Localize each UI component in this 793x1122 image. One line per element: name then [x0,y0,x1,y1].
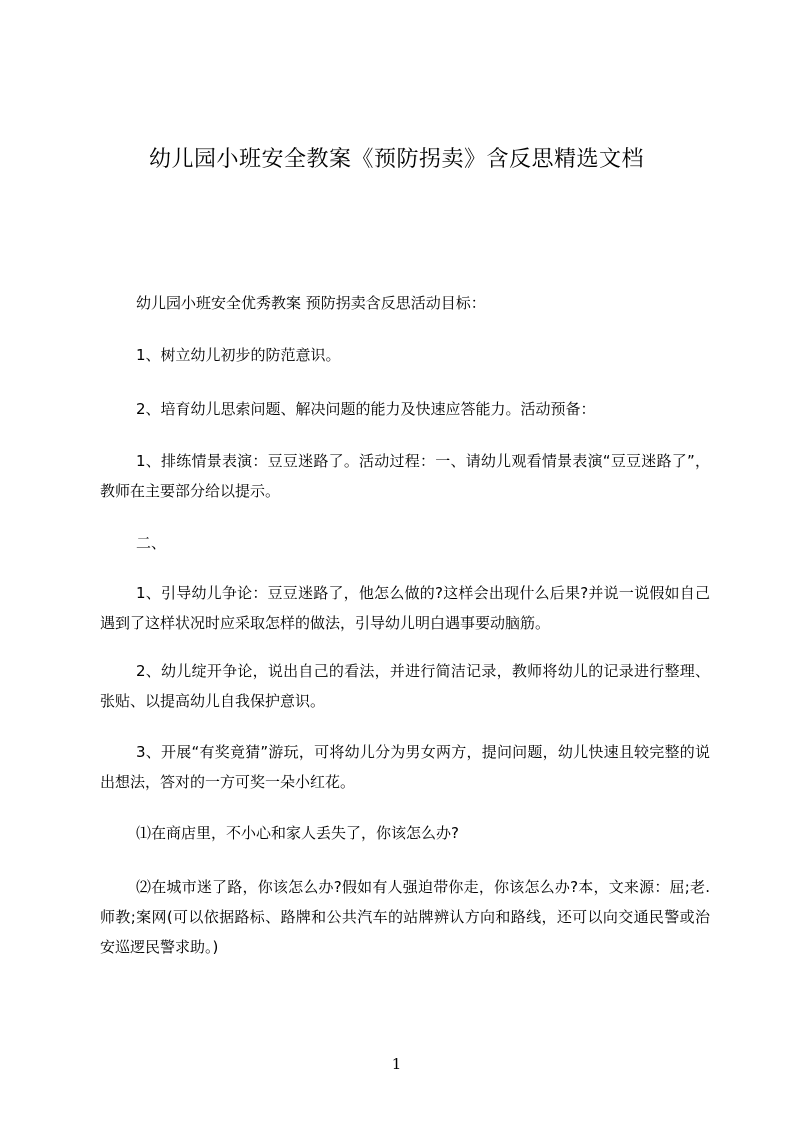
paragraph-goal-2: 2、培育幼儿思索问题、解决问题的能力及快速应答能力。活动预备： [136,400,596,418]
paragraph-step-2: 2、幼儿绽开争论，说出自己的看法，并进行简洁记录，教师将幼儿的记录进行整理、张贴、以提高幼儿自我保护意识。 [100,662,710,710]
paragraph-question-2: ⑵在城市迷了路，你该怎么办?假如有人强迫带你走，你该怎么办?本，文来源：屈;老.师教;案网(可以依据路标、路牌和公共汽车的站牌辨认方向和路线，还可以向交通民警或治安巡逻民警求助。) [100,878,710,956]
paragraph-step-3: 3、开展“有奖竟猜”游玩，可将幼儿分为男女两方，提问问题，幼儿快速且较完整的说出想法，答对的一方可奖一朵小红花。 [100,743,710,791]
paragraph-intro: 幼儿园小班安全优秀教案 预防拐卖含反思活动目标： [136,294,486,312]
document-title: 幼儿园小班安全教案《预防拐卖》含反思精选文档 [148,147,644,172]
paragraph-step-1: 1、引导幼儿争论：豆豆迷路了，他怎么做的?这样会出现什么后果?并说一说假如自己遇到了这样状况时应采取怎样的做法，引导幼儿明白遇事要动脑筋。 [100,584,710,632]
paragraph-preparation: 1、排练情景表演：豆豆迷路了。活动过程：一、请幼儿观看情景表演“豆豆迷路了”，教师在主要部分给以提示。 [100,452,710,500]
paragraph-goal-1: 1、树立幼儿初步的防范意识。 [136,346,341,364]
page-number: 1 [391,1055,402,1073]
paragraph-question-1: ⑴在商店里，不小心和家人丢失了，你该怎么办? [136,824,459,842]
paragraph-section-two: 二、 [136,534,167,552]
